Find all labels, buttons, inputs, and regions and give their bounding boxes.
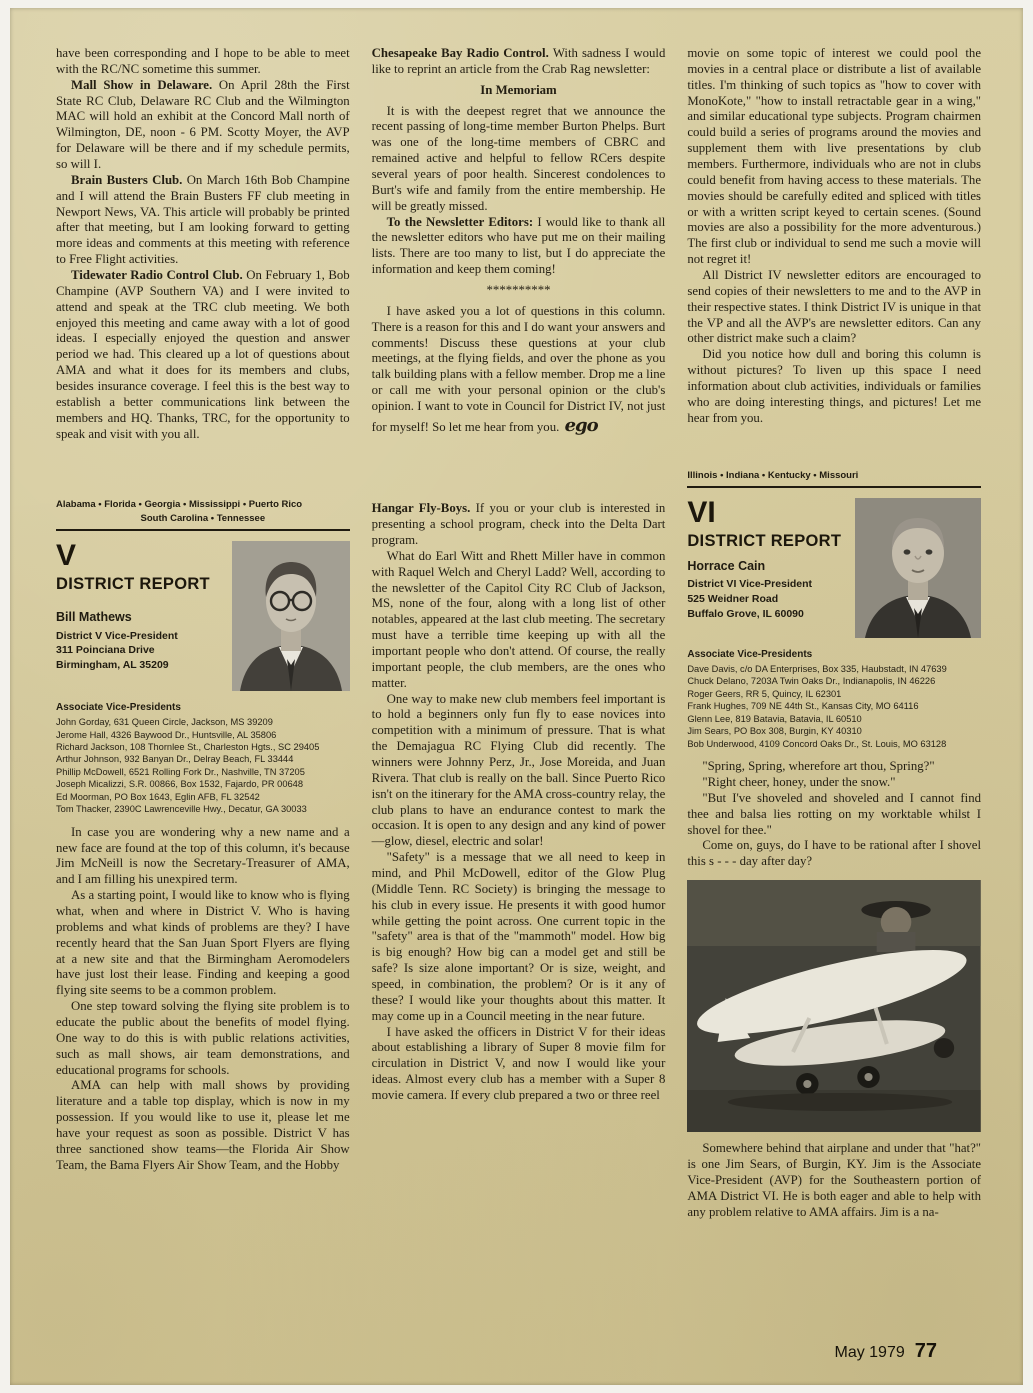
paragraph: "Spring, Spring, wherefore art thou, Spring?" (702, 759, 935, 774)
officer-title: District V Vice-President (56, 629, 178, 642)
district-vi-states (687, 469, 981, 482)
handwritten-signature: ego (559, 414, 598, 436)
district-vi-closing (687, 1141, 981, 1220)
district-vi-avp-block (687, 648, 981, 750)
district-v-states-line2: South Carolina • Tennessee (140, 512, 266, 524)
avp-entry: Phillip McDowell, 6521 Rolling Fork Dr., Nashville, TN 37205 (56, 766, 305, 777)
district-v-states-line1: Alabama • Florida • Georgia • Mississippi • Puerto Rico (56, 499, 303, 511)
district-vi-header (687, 495, 981, 638)
avp-entry: Roger Geers, RR 5, Quincy, IL 62301 (687, 688, 842, 699)
paragraph: "But I've shoveled and shoveled and I cannot find thee and balsa lies rotting on my worktable whilst I shovel for thee." (687, 790, 982, 837)
avp-entry: Tom Thacker, 2390C Lawrenceville Hwy., Decatur, GA 30033 (56, 804, 307, 815)
paragraph: Come on, guys, do I have to be rational after I shovel this s - - - day after day? (687, 838, 982, 869)
district-v-continuation (372, 501, 666, 1104)
paragraph: Brain Busters Club. On March 16th Bob Champine and I will attend the Brain Busters FF club meeting in Newport News, VA. This article will probably be printed after that meeting, but I am looking forward to getting more ideas and comments at this meeting with reference to Free Flight activities. (56, 172, 350, 267)
paragraph: Did you notice how dull and boring this column is without pictures? To liven up this space I need information about club activities, individuals or families who are doing interesting things, and pictures! Let me hear from you. (687, 347, 982, 425)
paragraph-lead: To the Newsletter Editors: (386, 214, 538, 229)
avp-entry: Jim Sears, PO Box 308, Burgin, KY 40310 (687, 726, 862, 737)
district-vi-title: DISTRICT REPORT (687, 531, 842, 550)
officer-name: Bill Mathews (56, 610, 132, 625)
page-number: 77 (914, 1340, 937, 1362)
paragraph-lead: Tidewater Radio Control Club. (71, 268, 247, 283)
district-vi-rule (687, 486, 981, 488)
page-footer (834, 1340, 937, 1363)
district-v-section (56, 498, 350, 1173)
paragraph-lead: Brain Busters Club. (71, 172, 187, 187)
paragraph-lead: Hangar Fly-Boys. (371, 501, 476, 516)
avp-list (56, 716, 350, 816)
paragraph: ********** (486, 283, 551, 298)
paragraph: have been corresponding and I hope to be able to meet with the RC/NC sometime this summer. (56, 46, 350, 76)
district-v-title: DISTRICT REPORT (56, 575, 210, 594)
avp-entry: Ed Moorman, PO Box 1643, Eglin AFB, FL 32542 (56, 791, 260, 802)
district-vi-numeral: VI (687, 495, 716, 529)
avp-entry: Glenn Lee, 819 Batavia, Batavia, IL 60510 (687, 713, 862, 724)
district-v-numeral: V (56, 539, 77, 573)
district-v-header (56, 541, 350, 691)
article-column-1 (56, 46, 350, 442)
issue-date: May 1979 (834, 1344, 905, 1361)
officer-address-2: Buffalo Grove, IL 60090 (687, 607, 804, 620)
paragraph: AMA can help with mall shows by providing literature and a table top display, which is now in my possession. If you would like to use it, please let me have your request as soon as possible. District V has three sanctioned show teams—the Florida Air Show Team, the Bama Flyers Air Show Team, and the Hobby (56, 1078, 350, 1172)
paragraph: Chesapeake Bay Radio Control. With sadness I would like to reprint an article from the Crab Rag newsletter: (371, 46, 666, 76)
paragraph: One way to make new club members feel important is to hold a beginners only fun fly to ease novices into competition with a minimum of pressure. That is what the Demajagua RC Flying Club did recently. The winners were Johnny Perz, Jr., Jose Moreida, and Juan Rivera. That club is really on the ball. Since Puerto Rico isn't on the itinerary for the AMA cross-country relay, the club plans to have an endurance contest to mark the occasion. It is open to any design and any kind of power—glow, diesel, electric and solar! (371, 691, 666, 849)
avp-entry: Joseph Micalizzi, S.R. 00866, Box 1532, Fajardo, PR 00648 (56, 779, 304, 790)
officer-title: District VI Vice-President (687, 578, 813, 591)
horrace-cain-portrait-photo (855, 498, 981, 638)
paragraph: What do Earl Witt and Rhett Miller have in common with Raquel Welch and Cheryl Ladd? Well, according to the newsletter of the Capitol City RC Club of Jackson, MS, none of the four, along with a long list of other notables, appeared at the last club meeting. The secretary must have a terrible time keeping up with all the important people who don't attend. Of course, the really important people, the club members, are the ones who matter. (371, 548, 666, 690)
district-v-body (56, 825, 350, 1174)
avp-list (687, 663, 981, 750)
officer-address-1: 525 Weidner Road (687, 593, 779, 606)
magazine-page (10, 8, 1023, 1385)
paragraph: movie on some topic of interest we could pool the movies in a central place or distribute a list of available titles. I'm thinking of such topics as "how to cover with MonoKote," "how to install retractable gear in a wing," and similar educational type subjects. Program chairmen could build a series of programs around the movies and supplement them with live presentations by club members. Furthermore, individuals who are not in clubs could benefit from having access to these materials. The movies should be carefully edited and spliced with titles or with a written script keyed to certain scenes. (Sound movies are also a possibility for the more adventurous.) The first club or individual to send me such a movie will not regret it! (687, 46, 982, 267)
avp-entry: Chuck Delano, 7203A Twin Oaks Dr., Indianapolis, IN 46226 (687, 676, 936, 687)
paragraph-lead: Chesapeake Bay Radio Control. (371, 46, 553, 60)
paragraph-lead: Mall Show in Delaware. (71, 77, 219, 92)
paragraph: "Right cheer, honey, under the snow." (702, 774, 896, 789)
avp-entry: Bob Underwood, 4109 Concord Oaks Dr., St. Louis, MO 63128 (687, 738, 947, 749)
paragraph: Hangar Fly-Boys. If you or your club is interested in presenting a school program, check into the Delta Dart program. (371, 501, 666, 547)
bill-mathews-portrait-photo (232, 541, 350, 691)
paragraph: All District IV newsletter editors are encouraged to send copies of their newsletters to me and to the AVP in their respective states. I think District IV is unique in that the VP and all the AVP's are newsletter editors. Can any other district make such a claim? (687, 268, 982, 346)
district-vi-officer (687, 558, 847, 622)
district-v-officer (56, 609, 224, 673)
district-vi-body (687, 759, 981, 870)
column-middle (372, 46, 666, 1220)
avp-entry: Richard Jackson, 108 Thornlee St., Charleston Hgts., SC 29405 (56, 741, 320, 752)
paragraph: In case you are wondering why a new name and a new face are found at the top of this column, it's because Jim McNeill is now the Secretary-Treasurer of AMA, and I am filling his unexpired term. (56, 824, 350, 887)
avp-entry: Frank Hughes, 709 NE 44th St., Kansas City, MO 64116 (687, 701, 919, 712)
paragraph: It is with the deepest regret that we announce the recent passing of long-time member Burton Phelps. Burt was one of the long-time members of CBRC and remained active and helpful to fellow RCers despite several years of poor health. Sincerest condolences to Burt's wife and family from the entire membership. He will be greatly missed. (371, 103, 666, 213)
avp-entry: John Gorday, 631 Queen Circle, Jackson, MS 39209 (56, 717, 273, 728)
paragraph: Tidewater Radio Control Club. On February 1, Bob Champine (AVP Southern VA) and I were invited to attend and speak at the TRC club meeting. We both enjoyed this meeting and came away with a lot of good ideas. I especially enjoyed the question and answer period we had. This cleared up a lot of questions about AMA and what it does for its members and clubs, besides insurance coverage. I feel this is the best way to establish a better communications link between the members and HQ. Thanks, TRC, for the opportunity to speak and visit with you all. (56, 268, 350, 441)
officer-address-1: 311 Poinciana Drive (56, 644, 155, 657)
avp-heading: Associate Vice-Presidents (687, 648, 813, 660)
paragraph: One step toward solving the flying site problem is to educate the public about the benefits of model flying. One way to do this is with public relations activities, such as mall shows, air team demonstrations, and educational programs for schools. (56, 999, 350, 1077)
avp-entry: Dave Davis, c/o DA Enterprises, Box 335, Haubstadt, IN 47639 (687, 663, 947, 674)
paragraph: I have asked the officers in District V for their ideas about establishing a library of Super 8 movie film for circulation in District V, and now I would like your ideas. Almost every club has a member with a Super 8 movie camera. If every club prepared a two or three reel (371, 1024, 666, 1103)
avp-entry: Arthur Johnson, 932 Banyan Dr., Delray Beach, FL 33444 (56, 754, 294, 765)
page-columns (56, 46, 981, 1220)
paragraph: To the Newsletter Editors: I would like to thank all the newsletter editors who have put me on their mailing lists. There are too many to list, but I do appreciate the information and keep them coming! (371, 214, 666, 277)
column-right (687, 46, 981, 1220)
district-v-avp-block (56, 701, 350, 816)
article-column-2 (372, 46, 666, 437)
officer-address-2: Birmingham, AL 35209 (56, 658, 169, 671)
officer-name: Horrace Cain (687, 558, 766, 573)
paragraph: As a starting point, I would like to know who is flying what, when and where in District V. Who is having problems and what kinds of problems are they? I have recently heard that the San Juan Sport Flyers are flying at a new site and that the Birmingham Aeromodelers have just lost their lease. Finding and keeping a good flying site seems to be a common problem. (56, 888, 350, 998)
airplane-photo (687, 880, 981, 1132)
avp-heading: Associate Vice-Presidents (56, 702, 181, 714)
paragraph: Somewhere behind that airplane and under that "hat?" is one Jim Sears, of Burgin, KY. Jim is the Associate Vice-President (AVP) for the Southeastern portion of AMA District VI. He is both eager and able to help with any problem relative to AMA affairs. Jim is a na- (687, 1141, 982, 1219)
district-vi-states-line1: Illinois • Indiana • Kentucky • Missouri (687, 469, 859, 481)
avp-entry: Jerome Hall, 4326 Baywood Dr., Huntsville, AL 35806 (56, 729, 277, 740)
district-v-states (56, 498, 350, 525)
paragraph: Mall Show in Delaware. On April 28th the First State RC Club, Delaware RC Club and the Wilmington MAC will hold an exhibit at the Concord Mall north of Wilmington, DE, noon - 6 PM. Scotty Moyer, the AVP for Delaware will be there and if my schedule permits, so will I. (56, 77, 350, 172)
paragraph: I have asked you a lot of questions in this column. There is a reason for this and I do want your answers and comments! Discuss these questions at your club meetings, at the flying fields, and over the phone as you talk building plans with a fellow member. Drop me a line or call me with your personal opinion or the club's opinion. I want to vote in Council for District IV, not just for myself! So let me hear from you. ego (371, 303, 666, 436)
district-vi-section (687, 469, 981, 1221)
column-left (56, 46, 350, 1220)
paragraph: In Memoriam (480, 82, 557, 97)
district-v-rule (56, 529, 350, 531)
paragraph: "Safety" is a message that we all need to keep in mind, and Phil McDowell, editor of the Glow Plug (Middle Tenn. RC Society) is bringing the message to his club in every issue. He presents it with good humor while getting the point across. One current topic in the "safety" area is that of the "mammoth" model. How big is big enough? How big can a model get and still be safe? Is size alone important? Or is size, weight, and speed, in combination, the problem? Or is it any of these? I would like your thoughts about this matter. It may come up in a Council meeting in the near future. (371, 850, 666, 1023)
article-column-3 (687, 46, 981, 427)
